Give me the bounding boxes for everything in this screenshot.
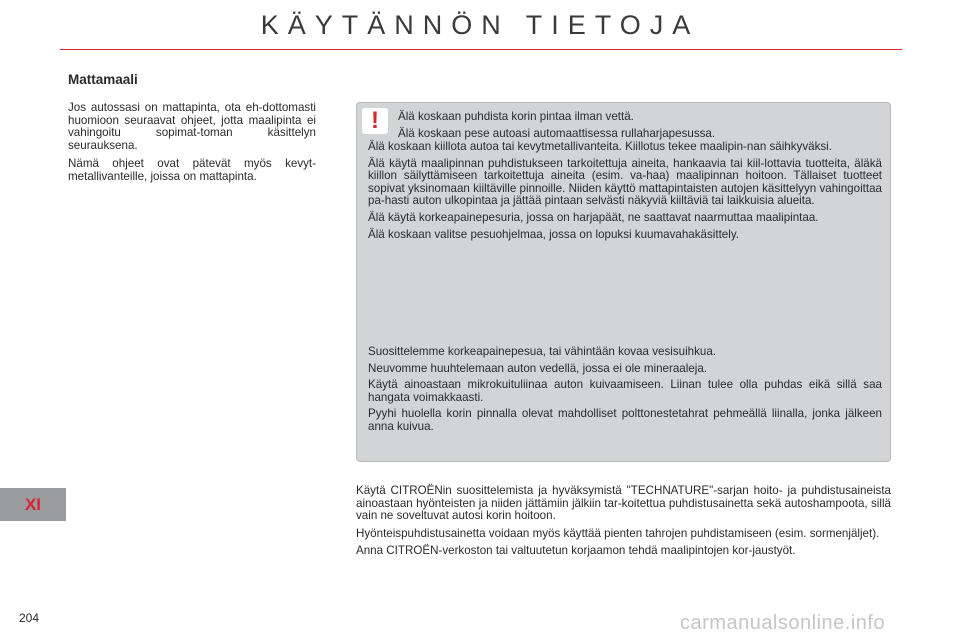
page-title: KÄYTÄNNÖN TIETOJA [260,10,700,40]
warning-item: Älä käytä korkeapainepesuria, jossa on harjapäät, ne saattavat naarmuttaa maalipintaa. [368,210,819,224]
product-advice-text [356,485,891,563]
warning-item: Älä käytä maalipinnan puhdistukseen tarkoitettuja aineita, hankaavia tai kiil-lottavia tuotteita, äläkä kiillon säilyttämiseen tarkoitettuja aineita (esim. va-haa) maalipinnan hoitoon. Tällaiset tuotteet sopivat yksinomaan kiiltäville pinnoille. Niiden käyttö mattapintaisten autojen käsittelyyn vahingoittaa pa-hasti auton ulkopintaa ja jättää pintaan selvästi näkyviä kiiltäviä tai laikkuisia alueita. [368,156,882,208]
advice-paragraph: Anna CITROËN-verkoston tai valtuutetun korjaamon tehdä maalipintojen kor-jaustyöt. [356,544,796,558]
intro-paragraph: Nämä ohjeet ovat pätevät myös kevyt-metallivanteille, joissa on mattapinta. [68,157,316,183]
warning-main-items [368,141,882,245]
page-number: 204 [19,611,40,625]
intro-text [68,102,316,190]
warning-item: Älä koskaan kiillota autoa tai kevytmetallivanteita. Kiillotus tekee maalipin-nan säihkyväksi. [368,140,832,153]
recommendation-item: Neuvomme huuhtelemaan auton vedellä, jossa ei ole mineraaleja. [368,361,707,375]
warning-item: Älä koskaan valitse pesuohjelmaa, jossa on lopuksi kuumavahakäsittely. [368,227,739,241]
chapter-tab: XI [0,488,66,521]
advice-paragraph: Hyönteispuhdistusainetta voidaan myös käyttää pienten tahrojen puhdistamiseen (esim. sormenjäljet). [356,526,880,540]
advice-paragraph: Käytä CITROËNin suosittelemista ja hyväksymistä "TECHNATURE"-sarjan hoito- ja puhdistusaineista ainoastaan hyönteisten ja niiden jättämiin jälkiin tar-koitettua puhdistusainetta sekä autoshampoota, sillä vain ne soveltuvat autosi korin hoitoon. [356,484,891,523]
recommendation-item: Suosittelemme korkeapainepesua, tai vähintään kovaa vesisuihkua. [368,345,717,358]
title-divider [60,49,902,50]
recommendation-item: Käytä ainoastaan mikrokuituliinaa auton kuivaamiseen. Liinan tulee olla puhdas eikä sillä saa hangata voimakkaasti. [368,378,882,404]
warning-item: Älä koskaan puhdista korin pintaa ilman vettä. [398,110,634,123]
section-heading: Mattamaali [68,72,138,87]
intro-paragraph: Jos autossasi on mattapinta, ota eh-dottomasti huomioon seuraavat ohjeet, jotta maalipinta ei vahingoitu sopimat-toman käsittelyn seurauksena. [68,101,316,152]
warning-item: Älä koskaan pese autoasi automaattisessa rullaharjapesussa. [398,126,716,140]
exclamation-warning-icon: ! [362,108,388,134]
watermark: carmanualsonline.info [680,612,886,634]
recommendation-items [368,346,882,438]
recommendation-item: Pyyhi huolella korin pinnalla olevat mahdolliset polttonestetahrat pehmeällä liinalla, jonka jälkeen anna kuivua. [368,407,882,433]
